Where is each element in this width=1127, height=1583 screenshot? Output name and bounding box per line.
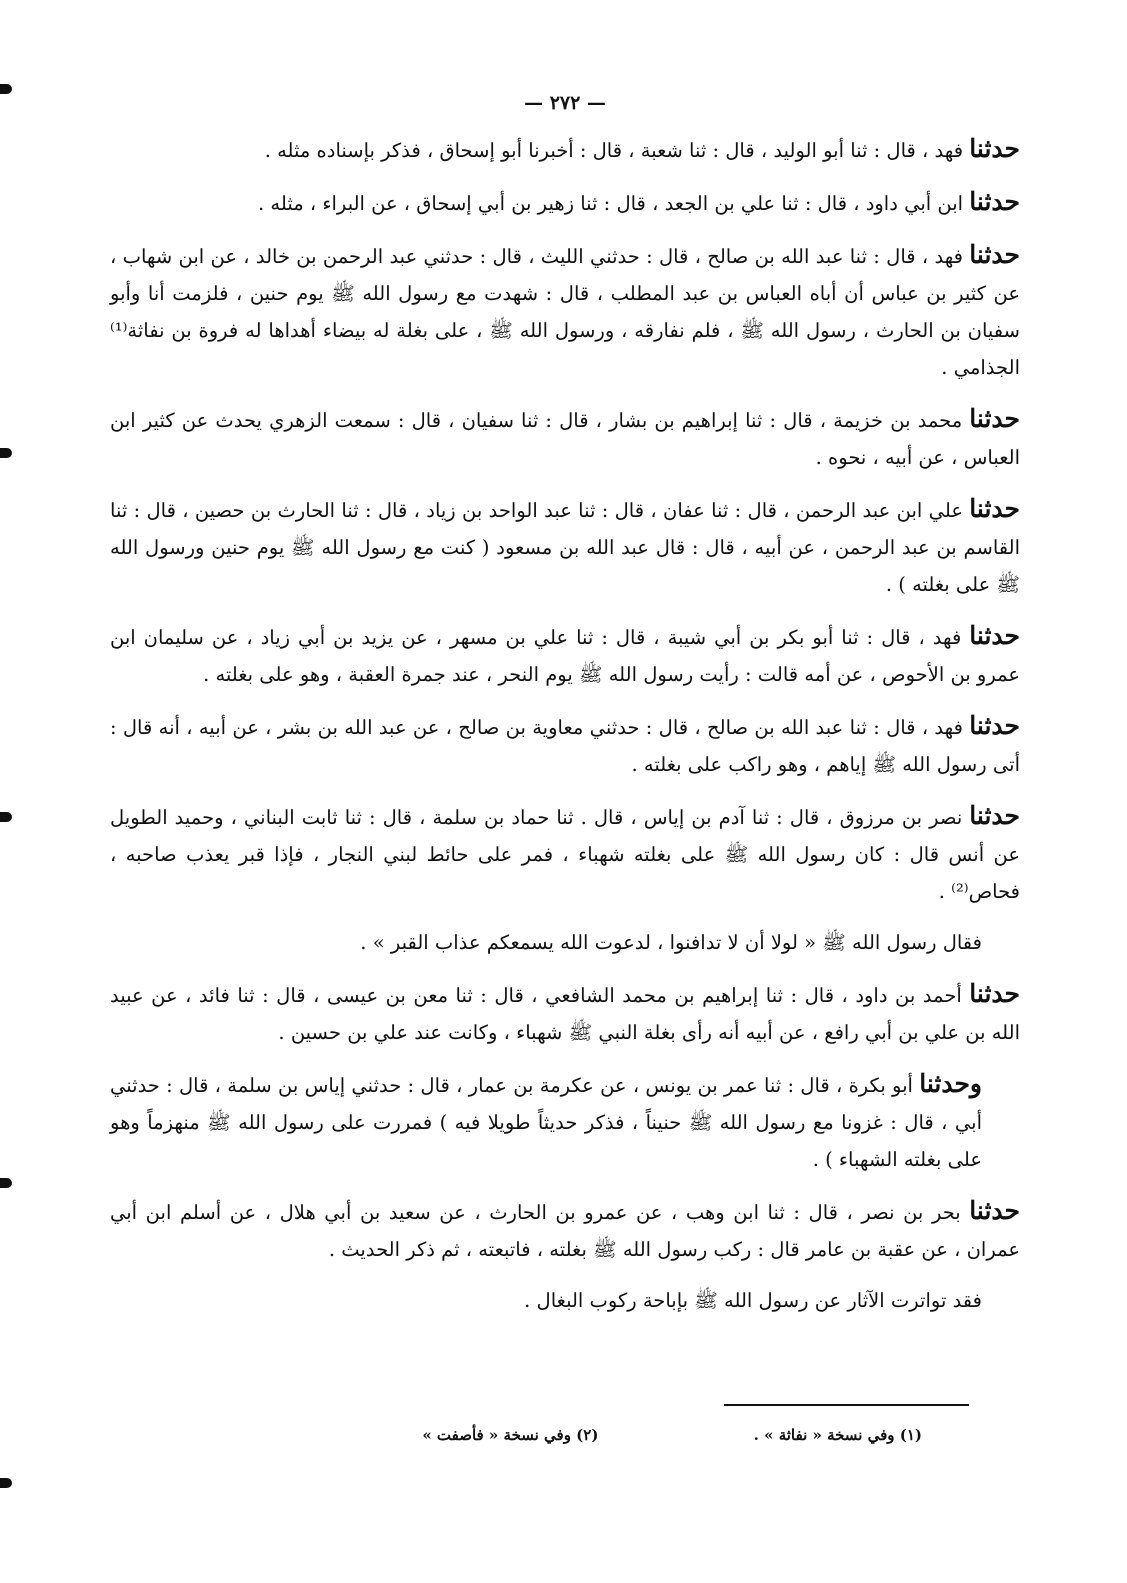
hadith-keyword: حدثنا bbox=[969, 1196, 1020, 1225]
paragraph bbox=[110, 1065, 1020, 1178]
footnote-separator bbox=[724, 1404, 969, 1406]
margin-mark bbox=[0, 812, 12, 822]
paragraph-text: فقد تواترت الآثار عن رسول الله ﷺ بإباحة ركوب البغال . bbox=[524, 1289, 982, 1312]
hadith-keyword: حدثنا bbox=[969, 711, 1020, 740]
margin-mark bbox=[0, 1478, 12, 1488]
hadith-keyword: حدثنا bbox=[969, 621, 1020, 650]
paragraph-text: بحر بن نصر ، قال : ثنا ابن وهب ، عن عمرو بن الحارث ، عن سعيد بن أبي هلال ، عن أسلم ابن أبي عمران ، عن عقبة بن عامر قال : ركب رسول الله ﷺ بغلته ، فاتبعته ، ثم ذكر الحديث . bbox=[110, 1201, 1020, 1261]
hadith-keyword: حدثنا bbox=[969, 404, 1020, 433]
margin-mark bbox=[0, 1178, 12, 1188]
paragraph-text: فهد ، قال : ثنا أبو بكر بن أبي شيبة ، قال : ثنا علي بن مسهر ، عن يزيد بن أبي زياد ، عن سليمان ابن عمرو بن الأحوص ، عن أمه قالت : رأيت رسول الله ﷺ يوم النحر ، عند جمرة العقبة ، وهو على بغلته . bbox=[110, 626, 1020, 686]
paragraph-text: علي ابن عبد الرحمن ، قال : ثنا عفان ، قال : ثنا عبد الواحد بن زياد ، قال : ثنا الحارث بن حصين ، قال : ثنا القاسم بن عبد الرحمن ، عن أبيه ، قال : قال عبد الله بن مسعود ( كنت مع رسول الله ﷺ يوم حنين ورسول الله ﷺ على بغلته ) . bbox=[110, 499, 1020, 596]
paragraph bbox=[110, 183, 1020, 222]
paragraph-text: فقال رسول الله ﷺ « لولا أن لا تدافنوا ، لدعوت الله يسمعكم عذاب القبر » . bbox=[360, 931, 982, 954]
paragraph-text: محمد بن خزيمة ، قال : ثنا إبراهيم بن بشار ، قال : ثنا سفيان ، قال : سمعت الزهري يحدث عن كثير ابن العباس ، عن أبيه ، نحوه . bbox=[110, 409, 1020, 469]
paragraph bbox=[110, 1282, 1020, 1319]
paragraph bbox=[110, 400, 1020, 476]
margin-mark bbox=[0, 448, 12, 458]
hadith-keyword: حدثنا bbox=[969, 134, 1020, 163]
footnotes bbox=[362, 1426, 922, 1444]
paragraph bbox=[110, 707, 1020, 783]
margin-mark bbox=[0, 84, 12, 94]
paragraph bbox=[110, 490, 1020, 603]
hadith-keyword: حدثنا bbox=[969, 979, 1020, 1008]
paragraph bbox=[110, 975, 1020, 1051]
page-number: — ٢٧٢ — bbox=[524, 92, 606, 114]
paragraph-text: فهد ، قال : ثنا عبد الله بن صالح ، قال : حدثني معاوية بن صالح ، عن عبد الله بن بشر ، عن أبيه ، أنه قال : أتى رسول الله ﷺ إياهم ، وهو راكب على بغلته . bbox=[110, 716, 1020, 776]
paragraph-text: نصر بن مرزوق ، قال : ثنا آدم بن إياس ، قال . ثنا حماد بن سلمة ، قال : ثنا ثابت البناني ، وحميد الطويل عن أنس قال : كان رسول الله ﷺ على بغلته شهباء ، فمر على حائط لبني النجار ، فإذا قبر يعذب صاحبه ، فحاص⁽²⁾ . bbox=[110, 806, 1020, 903]
footnote-2: (٢) وفي نسخة « فأصفت » bbox=[422, 1426, 599, 1444]
paragraph bbox=[110, 236, 1020, 386]
hadith-keyword: حدثنا bbox=[969, 801, 1020, 830]
body-text bbox=[110, 130, 1020, 1319]
footnote-1: (١) وفي نسخة « نفاثة » . bbox=[753, 1426, 922, 1444]
paragraph bbox=[110, 924, 1020, 961]
paragraph-text: ابن أبي داود ، قال : ثنا علي بن الجعد ، قال : ثنا زهير بن أبي إسحاق ، عن البراء ، مثله . bbox=[258, 192, 970, 215]
paragraph bbox=[110, 617, 1020, 693]
paragraph bbox=[110, 130, 1020, 169]
paragraph bbox=[110, 1192, 1020, 1268]
paragraph-text: فهد ، قال : ثنا أبو الوليد ، قال : ثنا شعبة ، قال : أخبرنا أبو إسحاق ، فذكر بإسناده مثله . bbox=[264, 139, 970, 162]
hadith-keyword: حدثنا bbox=[969, 240, 1020, 269]
hadith-keyword: حدثنا bbox=[969, 494, 1020, 523]
hadith-keyword: وحدثنا bbox=[919, 1069, 982, 1098]
hadith-keyword: حدثنا bbox=[969, 187, 1020, 216]
paragraph-text: أبو بكرة ، قال : ثنا عمر بن يونس ، عن عكرمة بن عمار ، قال : حدثني إياس بن سلمة ، قال : حدثني أبي ، قال : غزونا مع رسول الله ﷺ حنيناً ، فذكر حديثاً طويلا فيه ) فمررت على رسول الله ﷺ منهزماً وهو على بغلته الشهباء ) . bbox=[110, 1074, 982, 1171]
paragraph-text: أحمد بن داود ، قال : ثنا إبراهيم بن محمد الشافعي ، قال : ثنا معن بن عيسى ، قال : ثنا فائد ، عن عبيد الله بن علي بن أبي رافع ، عن أبيه أنه رأى بغلة النبي ﷺ شهباء ، وكانت عند علي بن حسين . bbox=[110, 984, 1020, 1044]
document-page bbox=[110, 92, 1020, 1562]
paragraph bbox=[110, 797, 1020, 910]
paragraph-text: فهد ، قال : ثنا عبد الله بن صالح ، قال : حدثني الليث ، قال : حدثني عبد الرحمن بن خالد ، عن ابن شهاب ، عن كثير بن عباس أن أباه العباس بن عبد المطلب ، قال : شهدت مع رسول الله ﷺ يوم حنين ، فلزمت أنا وأبو سفيان بن الحارث ، رسول الله ﷺ ، فلم نفارقه ، ورسول الله ﷺ ، على بغلة له بيضاء أهداها له فروة بن نفاثة⁽¹⁾ الجذامي . bbox=[110, 245, 1020, 379]
